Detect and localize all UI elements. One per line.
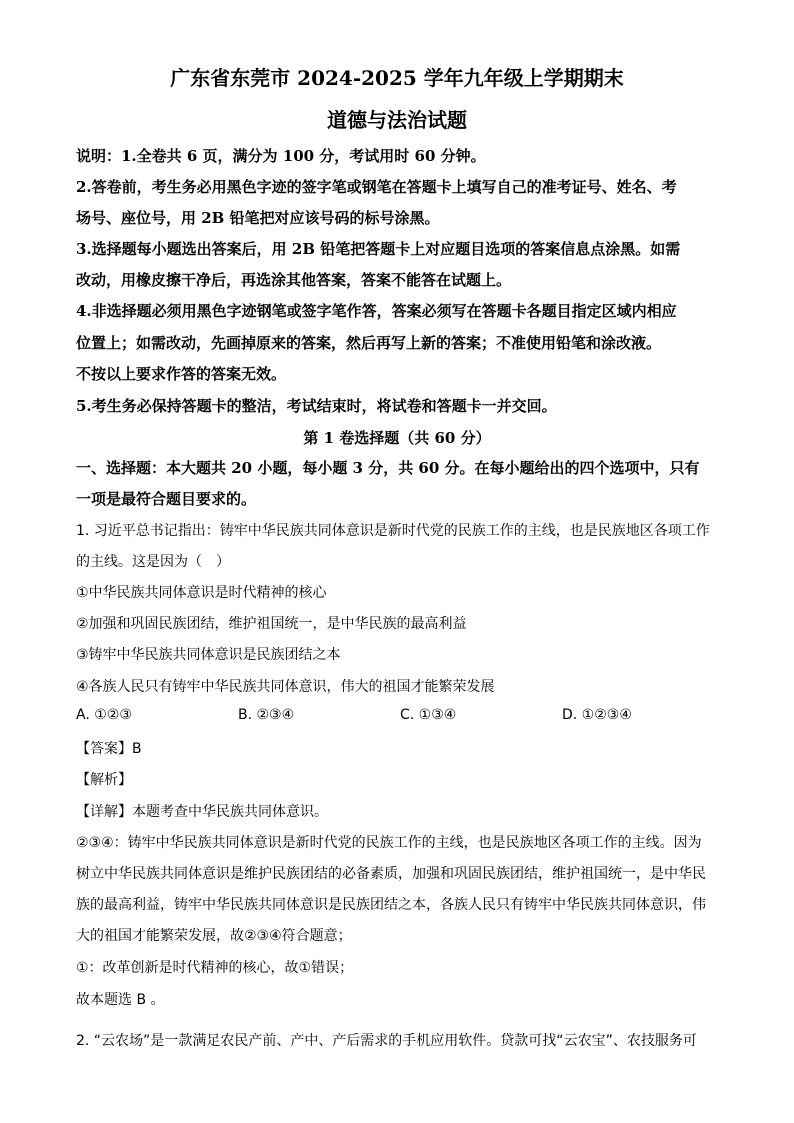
question-1-stem: 的主线。这是因为（ ） bbox=[76, 554, 230, 570]
statement-item: ③铸牢中华民族共同体意识是民族团结之本 bbox=[76, 647, 341, 663]
explanation-line: 树立中华民族共同体意识是维护民族团结的必备素质，加强和巩固民族团结，维护祖国统一，是中华民 bbox=[76, 866, 706, 882]
instruction-line: 改动，用橡皮擦干净后，再选涂其他答案，答案不能答在试题上。 bbox=[76, 271, 512, 289]
instruction-line: 5.考生务必保持答题卡的整洁，考试结束时，将试卷和答题卡一并交回。 bbox=[76, 397, 557, 415]
option-a: A. ①②③ bbox=[76, 707, 132, 723]
option-c: C. ①③④ bbox=[400, 707, 457, 723]
explanation-line: 族的最高利益，铸牢中华民族共同体意识是民族团结之本，各族人民只有铸牢中华民族共同体意识，伟 bbox=[76, 897, 706, 913]
question-1-stem: 1. 习近平总书记指出：铸牢中华民族共同体意识是新时代党的民族工作的主线，也是民族地区各项工作 bbox=[76, 523, 710, 539]
statement-item: ②加强和巩固民族团结，维护祖国统一，是中华民族的最高利益 bbox=[76, 616, 467, 632]
instruction-line: 3.选择题每小题选出答案后，用 2B 铅笔把答题卡上对应题目选项的答案信息点涂黑。如需 bbox=[76, 240, 681, 258]
instruction-line: 场号、座位号，用 2B 铅笔把对应该号码的标号涂黑。 bbox=[76, 209, 440, 227]
explanation-line: 大的祖国才能繁荣发展，故②③④符合题意； bbox=[76, 928, 352, 944]
analysis-label: 【解析】 bbox=[76, 772, 132, 788]
instruction-line: 2.答卷前，考生务必用黑色字迹的签字笔或钢笔在答题卡上填写自己的准考证号、姓名、考 bbox=[76, 178, 677, 196]
answer-label: 【答案】B bbox=[76, 741, 142, 757]
document-subtitle: 道德与法治试题 bbox=[327, 108, 467, 132]
option-b: B. ②③④ bbox=[238, 707, 295, 723]
statement-item: ①中华民族共同体意识是时代精神的核心 bbox=[76, 585, 327, 601]
question-2-stem: 2. “云农场”是一款满足农民产前、产中、产后需求的手机应用软件。贷款可找“云农宝”、农技服务可 bbox=[76, 1033, 697, 1049]
detail-line: 【详解】本题考查中华民族共同体意识。 bbox=[76, 804, 328, 820]
instruction-line: 不按以上要求作答的答案无效。 bbox=[76, 365, 287, 383]
statement-item: ④各族人民只有铸牢中华民族共同体意识，伟大的祖国才能繁荣发展 bbox=[76, 679, 495, 695]
part-heading: 一项是最符合题目要求的。 bbox=[76, 490, 257, 508]
explanation-line: ①：改革创新是时代精神的核心，故①错误； bbox=[76, 960, 354, 976]
section-title: 第 1 卷选择题（共 60 分） bbox=[303, 429, 491, 447]
explanation-line: ②③④：铸牢中华民族共同体意识是新时代党的民族工作的主线，也是民族地区各项工作的主线。因为 bbox=[76, 835, 702, 851]
instruction-line: 说明：1.全卷共 6 页，满分为 100 分，考试用时 60 分钟。 bbox=[76, 147, 486, 165]
instruction-line: 4.非选择题必须用黑色字迹钢笔或签字笔作答，答案必须写在答题卡各题目指定区域内相应 bbox=[76, 302, 677, 320]
explanation-line: 故本题选 B 。 bbox=[76, 992, 165, 1008]
instruction-line: 位置上；如需改动，先画掉原来的答案，然后再写上新的答案；不准使用铅笔和涂改液。 bbox=[76, 334, 662, 352]
document-title: 广东省东莞市 2024-2025 学年九年级上学期期末 bbox=[170, 66, 624, 90]
part-heading: 一、选择题：本大题共 20 小题，每小题 3 分，共 60 分。在每小题给出的四个选项中，只有 bbox=[76, 459, 700, 477]
option-d: D. ①②③④ bbox=[562, 707, 632, 723]
